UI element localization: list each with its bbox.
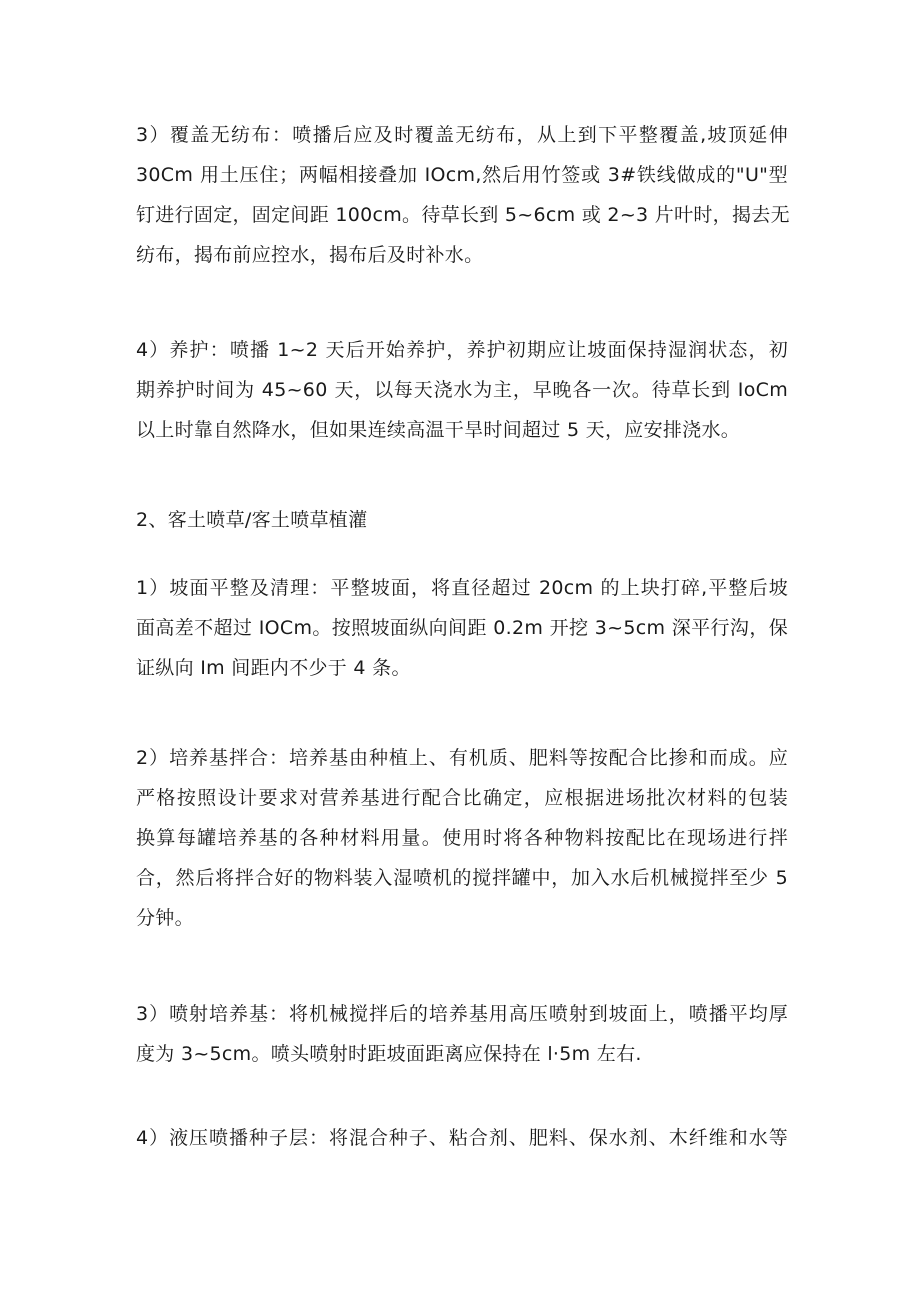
paragraph-substrate-mixing [136,738,788,938]
text-line: 4）养护：喷播 1~2 天后开始养护，养护初期应让坡面保持湿润状态，初 [136,339,788,361]
text-line: 严格按照设计要求对营养基进行配合比确定，应根据进场批次材料的包装 [136,787,788,809]
text-line: 1）坡面平整及清理：平整坡面，将直径超过 20cm 的上块打碎,平整后坡 [136,577,788,599]
text-line: 合，然后将拌合好的物料装入湿喷机的搅拌罐中，加入水后机械搅拌至少 5 [136,867,788,889]
text-line: 30Cm 用土压住；两幅相接叠加 IOcm,然后用竹签或 3#铁线做成的"U"型 [136,164,788,186]
text-line: 4）液压喷播种子层：将混合种子、粘合剂、肥料、保水剂、木纤维和水等 [136,1127,788,1149]
text-line: 3）喷射培养基：将机械搅拌后的培养基用高压喷射到坡面上，喷播平均厚 [136,1003,788,1025]
text-line: 纺布，揭布前应控水，揭布后及时补水。 [136,244,484,266]
heading-text: 2、客土喷草/客土喷草植灌 [136,509,368,531]
paragraph-cover-fabric [136,115,788,275]
text-line: 期养护时间为 45~60 天，以每天浇水为主，早晚各一次。待草长到 IoCm [136,379,788,401]
text-line: 度为 3~5cm。喷头喷射时距坡面距离应保持在 l·5m 左右. [136,1043,642,1065]
text-line: 钉进行固定，固定间距 100cm。待草长到 5~6cm 或 2~3 片叶时，揭去无 [136,204,790,226]
text-line: 分钟。 [136,907,194,929]
paragraph-maintenance [136,330,788,450]
text-line: 2）培养基拌合：培养基由种植上、有机质、肥料等按配合比掺和而成。应 [136,747,788,769]
text-line: 换算每罐培养基的各种材料用量。使用时将各种物料按配比在现场进行拌 [136,827,788,849]
text-line: 以上时靠自然降水，但如果连续高温干旱时间超过 5 天，应安排浇水。 [136,419,741,441]
paragraph-hydro-seeding [136,1118,788,1158]
text-line: 证纵向 Im 间距内不少于 4 条。 [136,657,411,679]
paragraph-slope-leveling [136,568,788,688]
text-line: 3）覆盖无纺布：喷播后应及时覆盖无纺布，从上到下平整覆盖,坡顶延伸 [136,124,788,146]
text-line: 面高差不超过 IOCm。按照坡面纵向间距 0.2m 开挖 3~5cm 深平行沟，保 [136,617,788,639]
section-heading [136,500,788,540]
paragraph-spray-substrate [136,994,788,1074]
